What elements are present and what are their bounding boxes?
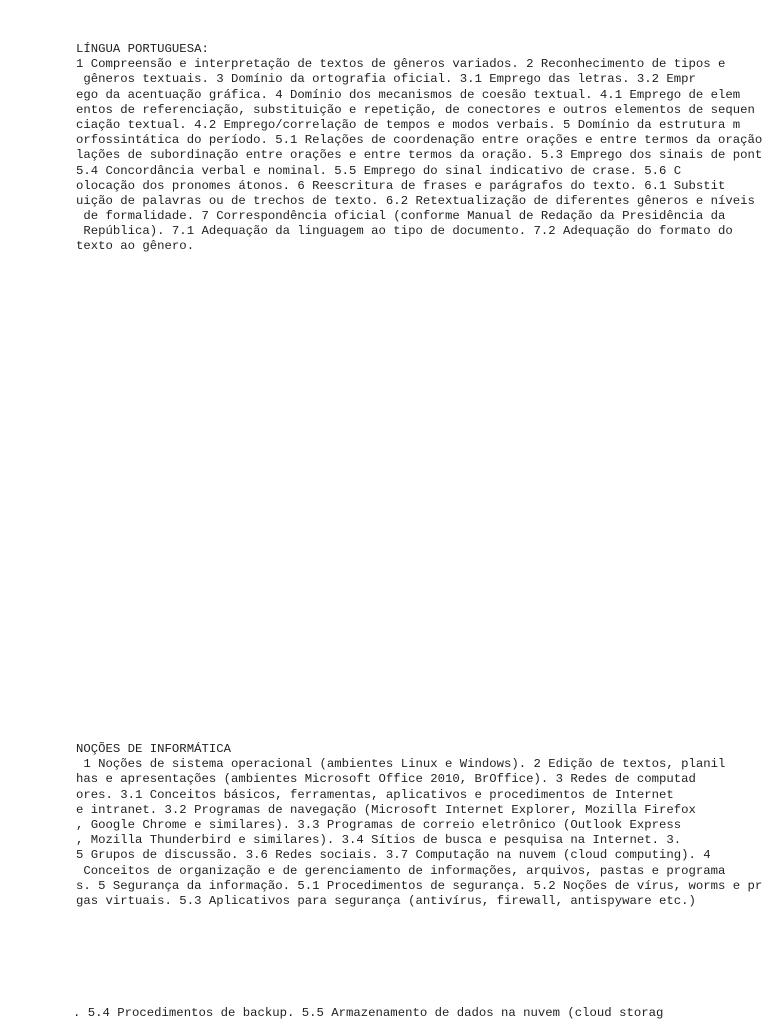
- text-line: gêneros textuais. 3 Domínio da ortografia oficial. 3.1 Emprego das letras. 3.2 Empr: [76, 72, 696, 87]
- text-line: 5 Grupos de discussão. 3.6 Redes sociais. 3.7 Computação na nuvem (cloud computing). 4: [76, 848, 711, 863]
- text-line: e intranet. 3.2 Programas de navegação (Microsoft Internet Explorer, Mozilla Firefox: [76, 802, 696, 817]
- text-line: . 5.4 Procedimentos de backup. 5.5 Armazenamento de dados na nuvem (cloud storag: [73, 1006, 664, 1020]
- text-line: texto ao gênero.: [76, 239, 195, 254]
- text-line: uição de palavras ou de trechos de texto. 6.2 Retextualização de diferentes gêneros e níveis: [76, 193, 755, 208]
- text-line: lações de subordinação entre orações e entre termos da oração. 5.3 Emprego dos sinais de pont: [76, 148, 763, 163]
- section-nocoes-de-informatica: [76, 742, 768, 909]
- text-line: gas virtuais. 5.3 Aplicativos para segurança (antivírus, firewall, antispyware etc.): [76, 893, 696, 908]
- text-line: entos de referenciação, substituição e repetição, de conectores e outros elementos de sequen: [76, 102, 755, 117]
- text-line: 1 Noções de sistema operacional (ambientes Linux e Windows). 2 Edição de textos, planil: [76, 757, 726, 772]
- section-heading: LÍNGUA PORTUGUESA:: [76, 42, 209, 56]
- section-lingua-portuguesa: [76, 42, 768, 255]
- text-line: , Google Chrome e similares). 3.3 Programas de correio eletrônico (Outlook Express: [76, 817, 682, 832]
- text-line: República). 7.1 Adequação da linguagem ao tipo de documento. 7.2 Adequação do formato do: [76, 224, 733, 239]
- text-line: de formalidade. 7 Correspondência oficial (conforme Manual de Redação da Presidência da: [76, 209, 726, 224]
- text-line: olocação dos pronomes átonos. 6 Reescritura de frases e parágrafos do texto. 6.1 Substit: [76, 178, 726, 193]
- text-line: , Mozilla Thunderbird e similares). 3.4 Sítios de busca e pesquisa na Internet. 3.: [76, 833, 682, 848]
- section-heading: NOÇÕES DE INFORMÁTICA: [76, 742, 231, 756]
- text-line: s. 5 Segurança da informação. 5.1 Procedimentos de segurança. 5.2 Noções de vírus, worms e pr: [76, 878, 763, 893]
- section-continuation: [73, 1006, 765, 1021]
- text-line: 5.4 Concordância verbal e nominal. 5.5 Emprego do sinal indicativo de crase. 5.6 C: [76, 163, 682, 178]
- text-line: ores. 3.1 Conceitos básicos, ferramentas, aplicativos e procedimentos de Internet: [76, 787, 674, 802]
- text-line: ego da acentuação gráfica. 4 Domínio dos mecanismos de coesão textual. 4.1 Emprego de elem: [76, 87, 741, 102]
- text-line: Conceitos de organização e de gerenciamento de informações, arquivos, pastas e programa: [76, 863, 726, 878]
- text-line: ciação textual. 4.2 Emprego/correlação de tempos e modos verbais. 5 Domínio da estrutura m: [76, 117, 741, 132]
- text-line: has e apresentações (ambientes Microsoft Office 2010, BrOffice). 3 Redes de computad: [76, 772, 696, 787]
- text-line: orfossintática do período. 5.1 Relações de coordenação entre orações e entre termos da oração: [76, 133, 763, 148]
- text-line: 1 Compreensão e interpretação de textos de gêneros variados. 2 Reconhecimento de tipos e: [76, 57, 726, 72]
